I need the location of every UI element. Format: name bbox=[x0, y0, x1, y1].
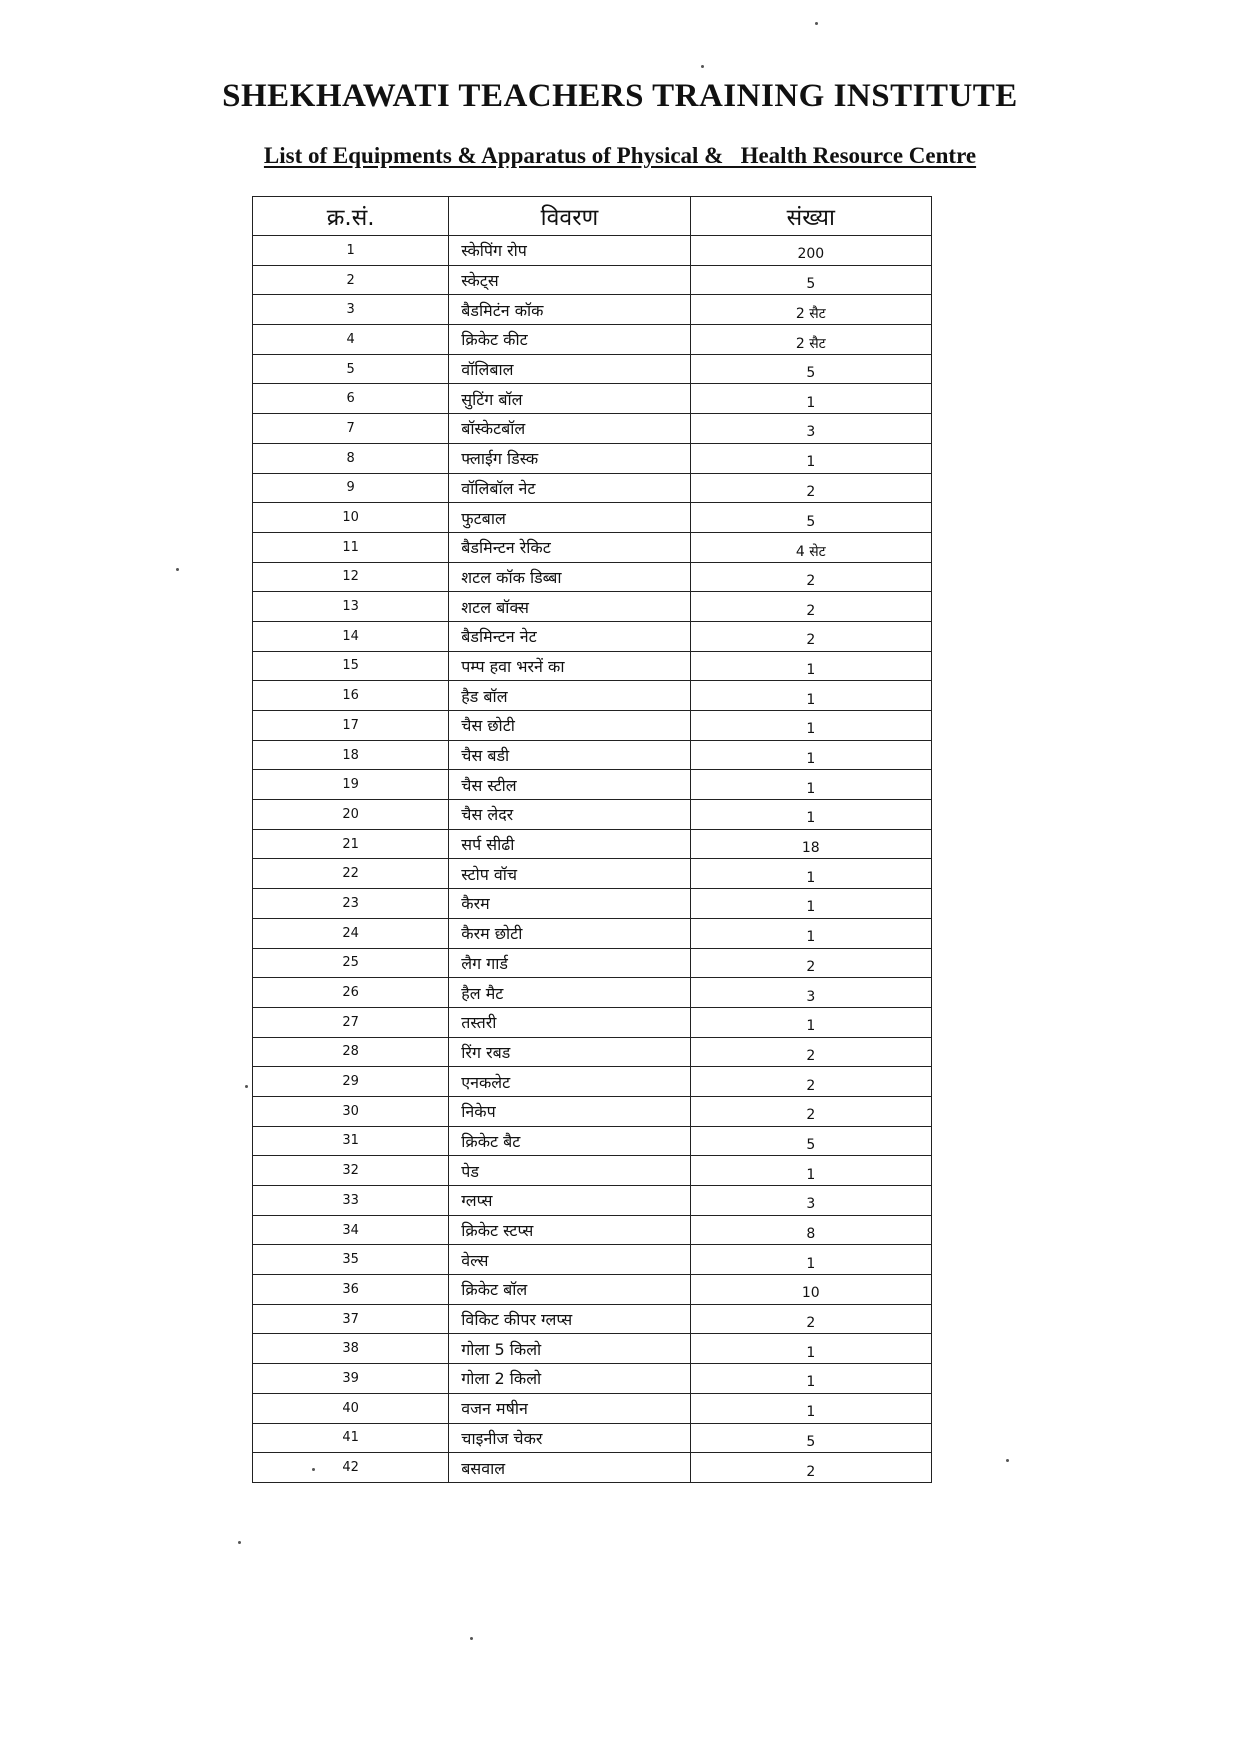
table-row bbox=[253, 681, 932, 711]
row-quantity: 1 bbox=[690, 1007, 931, 1037]
row-item-description: गोला 2 किलो bbox=[449, 1364, 690, 1394]
table-row bbox=[253, 1453, 932, 1483]
row-quantity: 2 bbox=[690, 1037, 931, 1067]
row-item-description: वेल्स bbox=[449, 1245, 690, 1275]
table-row bbox=[253, 1096, 932, 1126]
row-quantity: 5 bbox=[690, 1126, 931, 1156]
row-quantity: 1 bbox=[690, 889, 931, 919]
table-row bbox=[253, 1334, 932, 1364]
row-item-description: फ्लाईग डिस्क bbox=[449, 443, 690, 473]
table-row bbox=[253, 651, 932, 681]
row-item-description: क्रिकेट बैट bbox=[449, 1126, 690, 1156]
equipment-table-container bbox=[252, 196, 932, 1483]
row-quantity: 1 bbox=[690, 1334, 931, 1364]
row-item-description: रिंग रबड bbox=[449, 1037, 690, 1067]
row-quantity: 4 सेट bbox=[690, 532, 931, 562]
scan-speck bbox=[312, 1468, 315, 1471]
table-row bbox=[253, 948, 932, 978]
table-row bbox=[253, 978, 932, 1008]
row-item-description: कैरम छोटी bbox=[449, 918, 690, 948]
row-serial-number: 14 bbox=[253, 621, 449, 651]
row-quantity: 2 bbox=[690, 1067, 931, 1097]
row-quantity: 5 bbox=[690, 503, 931, 533]
row-quantity: 1 bbox=[690, 770, 931, 800]
row-item-description: बॉस्केटबॉल bbox=[449, 414, 690, 444]
row-serial-number: 39 bbox=[253, 1364, 449, 1394]
row-item-description: तस्तरी bbox=[449, 1007, 690, 1037]
row-serial-number: 26 bbox=[253, 978, 449, 1008]
scan-speck bbox=[238, 1541, 241, 1544]
row-serial-number: 33 bbox=[253, 1186, 449, 1216]
row-item-description: चैस बडी bbox=[449, 740, 690, 770]
row-quantity: 1 bbox=[690, 711, 931, 741]
row-item-description: बैडमिन्टन नेट bbox=[449, 621, 690, 651]
row-quantity: 2 bbox=[690, 473, 931, 503]
row-serial-number: 8 bbox=[253, 443, 449, 473]
row-item-description: गोला 5 किलो bbox=[449, 1334, 690, 1364]
table-row bbox=[253, 1304, 932, 1334]
row-serial-number: 25 bbox=[253, 948, 449, 978]
row-item-description: वॉलिबॉल नेट bbox=[449, 473, 690, 503]
row-quantity: 1 bbox=[690, 681, 931, 711]
row-quantity: 1 bbox=[690, 918, 931, 948]
table-row bbox=[253, 1156, 932, 1186]
table-row bbox=[253, 1364, 932, 1394]
row-item-description: वजन मषीन bbox=[449, 1393, 690, 1423]
row-item-description: हैड बॉल bbox=[449, 681, 690, 711]
row-item-description: बसवाल bbox=[449, 1453, 690, 1483]
table-row bbox=[253, 1186, 932, 1216]
scan-speck bbox=[815, 22, 818, 25]
table-row bbox=[253, 621, 932, 651]
table-row bbox=[253, 414, 932, 444]
table-row bbox=[253, 354, 932, 384]
row-quantity: 8 bbox=[690, 1215, 931, 1245]
header-quantity: संख्या bbox=[690, 197, 931, 236]
table-row bbox=[253, 829, 932, 859]
table-row bbox=[253, 236, 932, 266]
table-row bbox=[253, 1126, 932, 1156]
page-subtitle: List of Equipments & Apparatus of Physical & Health Resource Centre bbox=[263, 143, 977, 168]
header-description: विवरण bbox=[449, 197, 690, 236]
row-item-description: ग्लप्स bbox=[449, 1186, 690, 1216]
row-quantity: 200 bbox=[690, 236, 931, 266]
table-row bbox=[253, 1393, 932, 1423]
row-quantity: 5 bbox=[690, 1423, 931, 1453]
row-serial-number: 27 bbox=[253, 1007, 449, 1037]
table-row bbox=[253, 918, 932, 948]
table-row bbox=[253, 1067, 932, 1097]
row-item-description: क्रिकेट बॉल bbox=[449, 1275, 690, 1305]
row-item-description: चाइनीज चेकर bbox=[449, 1423, 690, 1453]
table-row bbox=[253, 770, 932, 800]
row-quantity: 1 bbox=[690, 859, 931, 889]
row-item-description: पम्प हवा भरनें का bbox=[449, 651, 690, 681]
table-row bbox=[253, 740, 932, 770]
header-serial: क्र.सं. bbox=[253, 197, 449, 236]
row-item-description: पेड bbox=[449, 1156, 690, 1186]
row-serial-number: 24 bbox=[253, 918, 449, 948]
page-title: SHEKHAWATI TEACHERS TRAINING INSTITUTE bbox=[222, 78, 1018, 114]
table-row bbox=[253, 295, 932, 325]
table-row bbox=[253, 1215, 932, 1245]
equipment-table bbox=[252, 196, 932, 1483]
row-quantity: 2 bbox=[690, 1304, 931, 1334]
row-item-description: सर्प सीढी bbox=[449, 829, 690, 859]
row-quantity: 1 bbox=[690, 800, 931, 830]
row-serial-number: 12 bbox=[253, 562, 449, 592]
table-row bbox=[253, 859, 932, 889]
row-serial-number: 20 bbox=[253, 800, 449, 830]
row-quantity: 5 bbox=[690, 354, 931, 384]
row-serial-number: 30 bbox=[253, 1096, 449, 1126]
row-serial-number: 4 bbox=[253, 325, 449, 355]
row-serial-number: 16 bbox=[253, 681, 449, 711]
row-serial-number: 36 bbox=[253, 1275, 449, 1305]
row-quantity: 5 bbox=[690, 265, 931, 295]
row-serial-number: 28 bbox=[253, 1037, 449, 1067]
row-item-description: कैरम bbox=[449, 889, 690, 919]
table-row bbox=[253, 1007, 932, 1037]
row-serial-number: 38 bbox=[253, 1334, 449, 1364]
row-quantity: 1 bbox=[690, 1364, 931, 1394]
row-serial-number: 29 bbox=[253, 1067, 449, 1097]
row-serial-number: 7 bbox=[253, 414, 449, 444]
table-row bbox=[253, 711, 932, 741]
row-quantity: 2 bbox=[690, 562, 931, 592]
row-item-description: शटल बॉक्स bbox=[449, 592, 690, 622]
row-item-description: वॉलिबाल bbox=[449, 354, 690, 384]
scan-speck bbox=[701, 65, 704, 68]
row-item-description: बैडमिटंन कॉक bbox=[449, 295, 690, 325]
row-item-description: हैल मैट bbox=[449, 978, 690, 1008]
row-quantity: 1 bbox=[690, 443, 931, 473]
row-serial-number: 17 bbox=[253, 711, 449, 741]
scan-speck bbox=[1006, 1459, 1009, 1462]
row-serial-number: 41 bbox=[253, 1423, 449, 1453]
row-quantity: 2 सैट bbox=[690, 295, 931, 325]
row-serial-number: 11 bbox=[253, 532, 449, 562]
row-quantity: 2 bbox=[690, 621, 931, 651]
row-serial-number: 3 bbox=[253, 295, 449, 325]
table-row bbox=[253, 384, 932, 414]
row-serial-number: 40 bbox=[253, 1393, 449, 1423]
row-quantity: 1 bbox=[690, 1245, 931, 1275]
row-item-description: क्रिकेट कीट bbox=[449, 325, 690, 355]
row-item-description: निकेप bbox=[449, 1096, 690, 1126]
scan-speck bbox=[470, 1637, 473, 1640]
row-serial-number: 22 bbox=[253, 859, 449, 889]
row-quantity: 2 bbox=[690, 1453, 931, 1483]
row-serial-number: 5 bbox=[253, 354, 449, 384]
row-quantity: 2 bbox=[690, 1096, 931, 1126]
table-body bbox=[253, 236, 932, 1483]
row-quantity: 2 सैट bbox=[690, 325, 931, 355]
table-row bbox=[253, 265, 932, 295]
row-serial-number: 35 bbox=[253, 1245, 449, 1275]
row-item-description: बैडमिन्टन रेकिट bbox=[449, 532, 690, 562]
row-item-description: स्केपिंग रोप bbox=[449, 236, 690, 266]
row-item-description: विकिट कीपर ग्लप्स bbox=[449, 1304, 690, 1334]
row-serial-number: 13 bbox=[253, 592, 449, 622]
table-row bbox=[253, 1037, 932, 1067]
row-item-description: सुटिंग बॉल bbox=[449, 384, 690, 414]
row-serial-number: 15 bbox=[253, 651, 449, 681]
row-serial-number: 37 bbox=[253, 1304, 449, 1334]
row-item-description: क्रिकेट स्टप्स bbox=[449, 1215, 690, 1245]
table-row bbox=[253, 443, 932, 473]
table-row bbox=[253, 592, 932, 622]
row-serial-number: 9 bbox=[253, 473, 449, 503]
table-row bbox=[253, 325, 932, 355]
row-quantity: 1 bbox=[690, 740, 931, 770]
table-row bbox=[253, 1245, 932, 1275]
row-item-description: फुटबाल bbox=[449, 503, 690, 533]
row-item-description: स्टोप वॉच bbox=[449, 859, 690, 889]
row-serial-number: 21 bbox=[253, 829, 449, 859]
row-quantity: 18 bbox=[690, 829, 931, 859]
row-quantity: 2 bbox=[690, 592, 931, 622]
row-serial-number: 18 bbox=[253, 740, 449, 770]
row-item-description: चैस लेदर bbox=[449, 800, 690, 830]
row-serial-number: 23 bbox=[253, 889, 449, 919]
row-quantity: 10 bbox=[690, 1275, 931, 1305]
row-item-description: एनकलेट bbox=[449, 1067, 690, 1097]
row-quantity: 3 bbox=[690, 978, 931, 1008]
row-item-description: चैस स्टील bbox=[449, 770, 690, 800]
scan-speck bbox=[245, 1085, 248, 1088]
table-row bbox=[253, 1423, 932, 1453]
row-quantity: 1 bbox=[690, 651, 931, 681]
row-serial-number: 19 bbox=[253, 770, 449, 800]
row-serial-number: 2 bbox=[253, 265, 449, 295]
row-serial-number: 10 bbox=[253, 503, 449, 533]
table-row bbox=[253, 889, 932, 919]
row-quantity: 3 bbox=[690, 414, 931, 444]
row-item-description: शटल कॉक डिब्बा bbox=[449, 562, 690, 592]
row-serial-number: 42 bbox=[253, 1453, 449, 1483]
row-quantity: 1 bbox=[690, 384, 931, 414]
table-row bbox=[253, 800, 932, 830]
row-serial-number: 32 bbox=[253, 1156, 449, 1186]
row-item-description: स्केट्स bbox=[449, 265, 690, 295]
row-serial-number: 1 bbox=[253, 236, 449, 266]
table-row bbox=[253, 532, 932, 562]
row-item-description: चैस छोटी bbox=[449, 711, 690, 741]
row-quantity: 1 bbox=[690, 1393, 931, 1423]
table-row bbox=[253, 503, 932, 533]
table-row bbox=[253, 473, 932, 503]
row-serial-number: 34 bbox=[253, 1215, 449, 1245]
row-quantity: 2 bbox=[690, 948, 931, 978]
table-row bbox=[253, 562, 932, 592]
row-quantity: 3 bbox=[690, 1186, 931, 1216]
table-header-row bbox=[253, 197, 932, 236]
row-serial-number: 31 bbox=[253, 1126, 449, 1156]
row-quantity: 1 bbox=[690, 1156, 931, 1186]
table-row bbox=[253, 1275, 932, 1305]
scan-speck bbox=[176, 568, 179, 571]
row-item-description: लैग गार्ड bbox=[449, 948, 690, 978]
row-serial-number: 6 bbox=[253, 384, 449, 414]
